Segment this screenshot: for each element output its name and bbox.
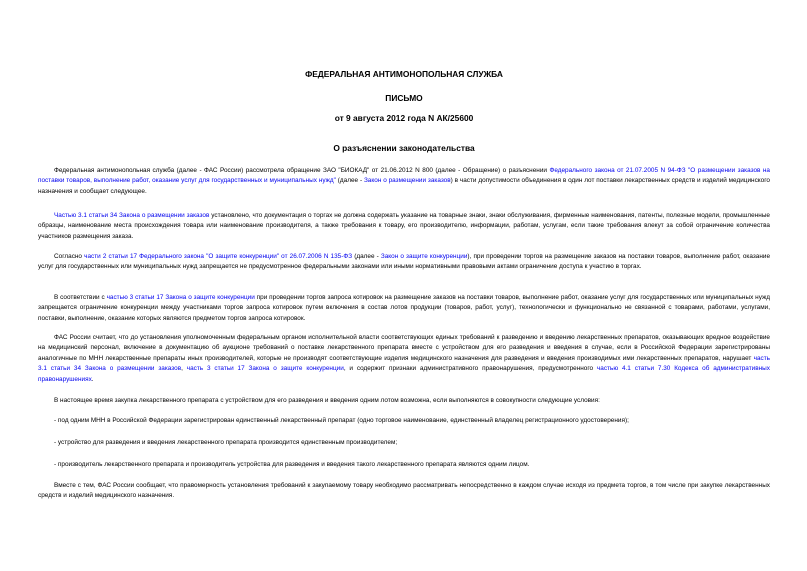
text-run: Согласно: [54, 253, 85, 260]
text-run: ) в части допустимости объединения в один лот поставки лекарственных средств и изделий медицинского назначения и сообщает следующее.: [38, 177, 770, 195]
paragraph-article-34: [38, 211, 770, 242]
text-run: (далее -: [352, 253, 381, 260]
issuer-heading: ФЕДЕРАЛЬНАЯ АНТИМОНОПОЛЬНАЯ СЛУЖБА: [305, 69, 503, 79]
text-run: В соответствии с: [54, 294, 107, 301]
text-run: ), при проведении торгов на размещение заказов на поставки товаров, выполнение работ, оказание услуг для государственных или муниципальных нужд запрещается не предусмотренное федеральными законами или иными нормативными правовыми актами ограничение доступа к участию в торгах.: [38, 253, 771, 271]
link-competition-law[interactable]: Закон о защите конкуренции: [380, 253, 468, 260]
text-run: .: [91, 375, 94, 383]
condition-item-2: - устройство для разведения и введения лекарственного препарата производится единственным производителем;: [54, 439, 398, 446]
text-run: установлено, что документация о торгах не должна содержать указание на товарные знаки, знаки обслуживания, фирменные наименования, патенты, полезные модели, промышленные образцы, наименование места происхождения товара или наименование производителя, а также требования к товару, его производителю, информации, работам, услугам, если такие требования влекут за собой ограничение количества участников размещения заказа.: [38, 212, 770, 240]
link-article-17-part-3-b[interactable]: часть 3 статьи 17 Закона о защите конкуренции: [186, 365, 344, 373]
document-type-heading: ПИСЬМО: [385, 93, 423, 103]
text-run: ,: [181, 365, 187, 373]
link-procurement-law[interactable]: Закон о размещении заказов: [363, 177, 451, 185]
link-article-17-part-3[interactable]: частью 3 статьи 17 Закона о защите конкуренции: [106, 294, 255, 301]
document-date-number: от 9 августа 2012 года N АК/25600: [334, 113, 474, 123]
text-run: при проведении торгов запроса котировок на размещение заказов на поставки товаров, выполнение работ, оказание услуг для государственных или муниципальных нужд запрещается ограничение конкуренции между участниками торгов запроса котировок путем включения в состав лотов продукции (товаров, работ, услуг), технологически и функционально не связанной с товарами, работами, услугами, поставки, выполнение, оказание которых являются предметом торгов запроса котировок.: [38, 294, 770, 322]
text-run: , и содержит признаки административного правонарушения, предусмотренного: [343, 365, 597, 373]
link-article-34-part-3-1[interactable]: Частью 3.1 статьи 34 Закона о размещении заказов: [54, 212, 210, 219]
link-article-17-part-2[interactable]: части 2 статьи 17 Федерального закона "О защите конкуренции" от 26.07.2006 N 135-ФЗ: [84, 253, 353, 260]
document-subject: О разъяснении законодательства: [333, 143, 475, 153]
paragraph-conclusion: Вместе с тем, ФАС России сообщает, что правомерность установления требований к закупаемому товару необходимо рассматривать непосредственно в каждом случае исходя из предмета торгов, в том числе при закупке лекарственных средств и изделий медицинского назначения.: [38, 482, 770, 500]
text-run: (далее -: [335, 177, 364, 185]
link-article-34-part-3-1-b[interactable]: часть 3.1 статьи 34 Закона о размещении заказов: [38, 354, 770, 373]
condition-item-3: - производитель лекарственного препарата и производитель устройства для разведения и введения такого лекарственного препарата являются одним лицом.: [54, 461, 530, 468]
paragraph-intro: [38, 166, 770, 197]
paragraph-conditions-intro: В настоящее время закупка лекарственного препарата с устройством для его разведения и введения одним лотом возможна, если выполняются в совокупности следующие условия:: [54, 397, 600, 404]
text-run: Федеральная антимонопольная служба (далее - ФАС России) рассмотрела обращение ЗАО "БИОКАД" от 21.06.2012 N 800 (далее - Обращение) о разъяснении: [54, 167, 550, 174]
paragraph-fas-position: [38, 333, 770, 385]
condition-item-1: - под одним МНН в Российской Федерации зарегистрирован единственный лекарственный препарат (одно торговое наименование, единственный владелец регистрационного удостоверения);: [54, 417, 629, 424]
link-law-94fz[interactable]: Федерального закона от 21.07.2005 N 94-ФЗ "О размещении заказов на поставки товаров, выполнение работ, оказание услуг для государственных и муниципальных нужд": [38, 167, 770, 185]
paragraph-article-17-part-3: [38, 293, 770, 324]
text-run: ФАС России считает, что до установления уполномоченным федеральным органом исполнительной власти соответствующих единых требований к разведению и введению лекарственных препаратов, оказывающих вредное воздействие на медицинский персонал, включение в документацию об аукционе требований о поставке лекарственного препарата вместе с устройством для его разведения и введения в случае, если в Российской Федерации зарегистрированы аналогичные по МНН лекарственные препараты иных производителей, которые не производят соответствующие изделия медицинского назначения для разведения и введения производимых ими лекарственных препаратов, нарушает: [38, 334, 770, 362]
paragraph-competition-law: [38, 252, 770, 273]
link-koap-7-30[interactable]: частью 4.1 статьи 7.30 Кодекса об административных правонарушениях: [38, 365, 770, 383]
